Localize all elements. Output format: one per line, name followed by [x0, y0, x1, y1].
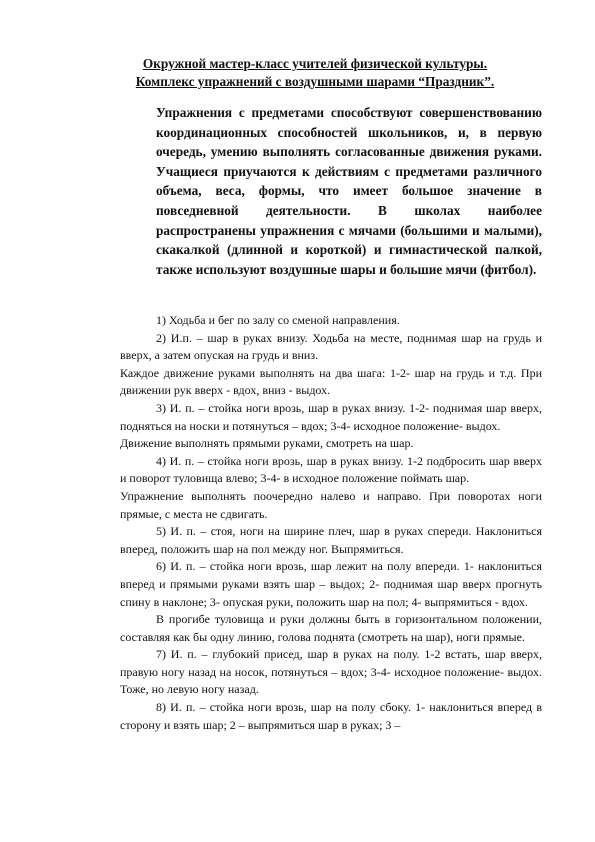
exercise-paragraph: 3) И. п. – стойка ноги врозь, шар в руках внизу. 1-2- поднимая шар вверх, подняться на носки и потянуться – вдох; 3-4- исходное положение- выдох.: [120, 400, 542, 433]
exercise-note: Упражнение выполнять поочередно налево и направо. При поворотах ноги прямые, с места не сдвигать.: [120, 488, 542, 521]
exercise-list: [120, 312, 542, 734]
exercise-paragraph: 7) И. п. – глубокий присед, шар в руках на полу. 1-2 встать, шар вверх, правую ногу назад на носок, потянуться – вдох; 3-4- исходное положение- выдох. Тоже, но левую ногу назад.: [120, 647, 542, 697]
exercise-paragraph: 8) И. п. – стойка ноги врозь, шар на полу сбоку. 1- наклониться вперед в сторону и взять шар; 2 – выпрямиться шар в руках; 3 –: [120, 700, 542, 732]
exercise-note: Движение выполнять прямыми руками, смотреть на шар.: [120, 436, 414, 451]
exercise-paragraph: 6) И. п. – стойка ноги врозь, шар лежит на полу впереди. 1- наклониться вперед и прямыми руками взять шар – выдох; 2- поднимая шар вверх прогнуть спину в наклоне; 3- опуская руки, положить шар на пол; 4- выпрямиться - вдох.: [120, 559, 542, 609]
title-line-1: Окружной мастер-класс учителей физической культуры.: [142, 56, 488, 71]
exercise-paragraph: 4) И. п. – стойка ноги врозь, шар в руках внизу. 1-2 подбросить шар вверх и поворот туловища влево; 3-4- в исходное положение поймать шар.: [120, 453, 542, 486]
title-line-2: Комплекс упражнений с воздушными шарами “Праздник”.: [135, 74, 495, 89]
document-title: [100, 55, 530, 91]
exercise-note: В прогибе туловища и руки должны быть в горизонтальном положении, составляя как бы одну линию, голова поднята (смотреть на шар), ноги прямые.: [120, 612, 542, 644]
exercise-paragraph: 1) Ходьба и бег по залу со сменой направления.: [156, 313, 400, 327]
exercise-paragraph: 2) И.п. – шар в руках внизу. Ходьба на месте, поднимая шар на грудь и вверх, а затем опуская на грудь и вниз.: [120, 330, 542, 363]
exercise-note: Каждое движение руками выполнять на два шага: 1-2- шар на грудь и т.д. При движении рук вверх - вдох, вниз - выдох.: [120, 365, 542, 398]
intro-paragraph: [120, 103, 542, 279]
exercise-paragraph: 5) И. п. – стоя, ноги на ширине плеч, шар в руках спереди. Наклониться вперед, положить шар на пол между ног. Выпрямиться.: [120, 524, 542, 556]
intro-text: Упражнения с предметами способствуют совершенствованию координационных способностей школьников, и, в первую очередь, умению выполнять согласованные движения руками. Учащиеся приучаются к действиям с предметами различного объема, веса, формы, что имеет большое значение в повседневной деятельности. В школах наиболее распространены упражнения с мячами (большими и малыми), скакалкой (длинной и короткой) и гимнастической палкой, также используют воздушные шары и большие мячи (фитбол).: [156, 105, 542, 277]
